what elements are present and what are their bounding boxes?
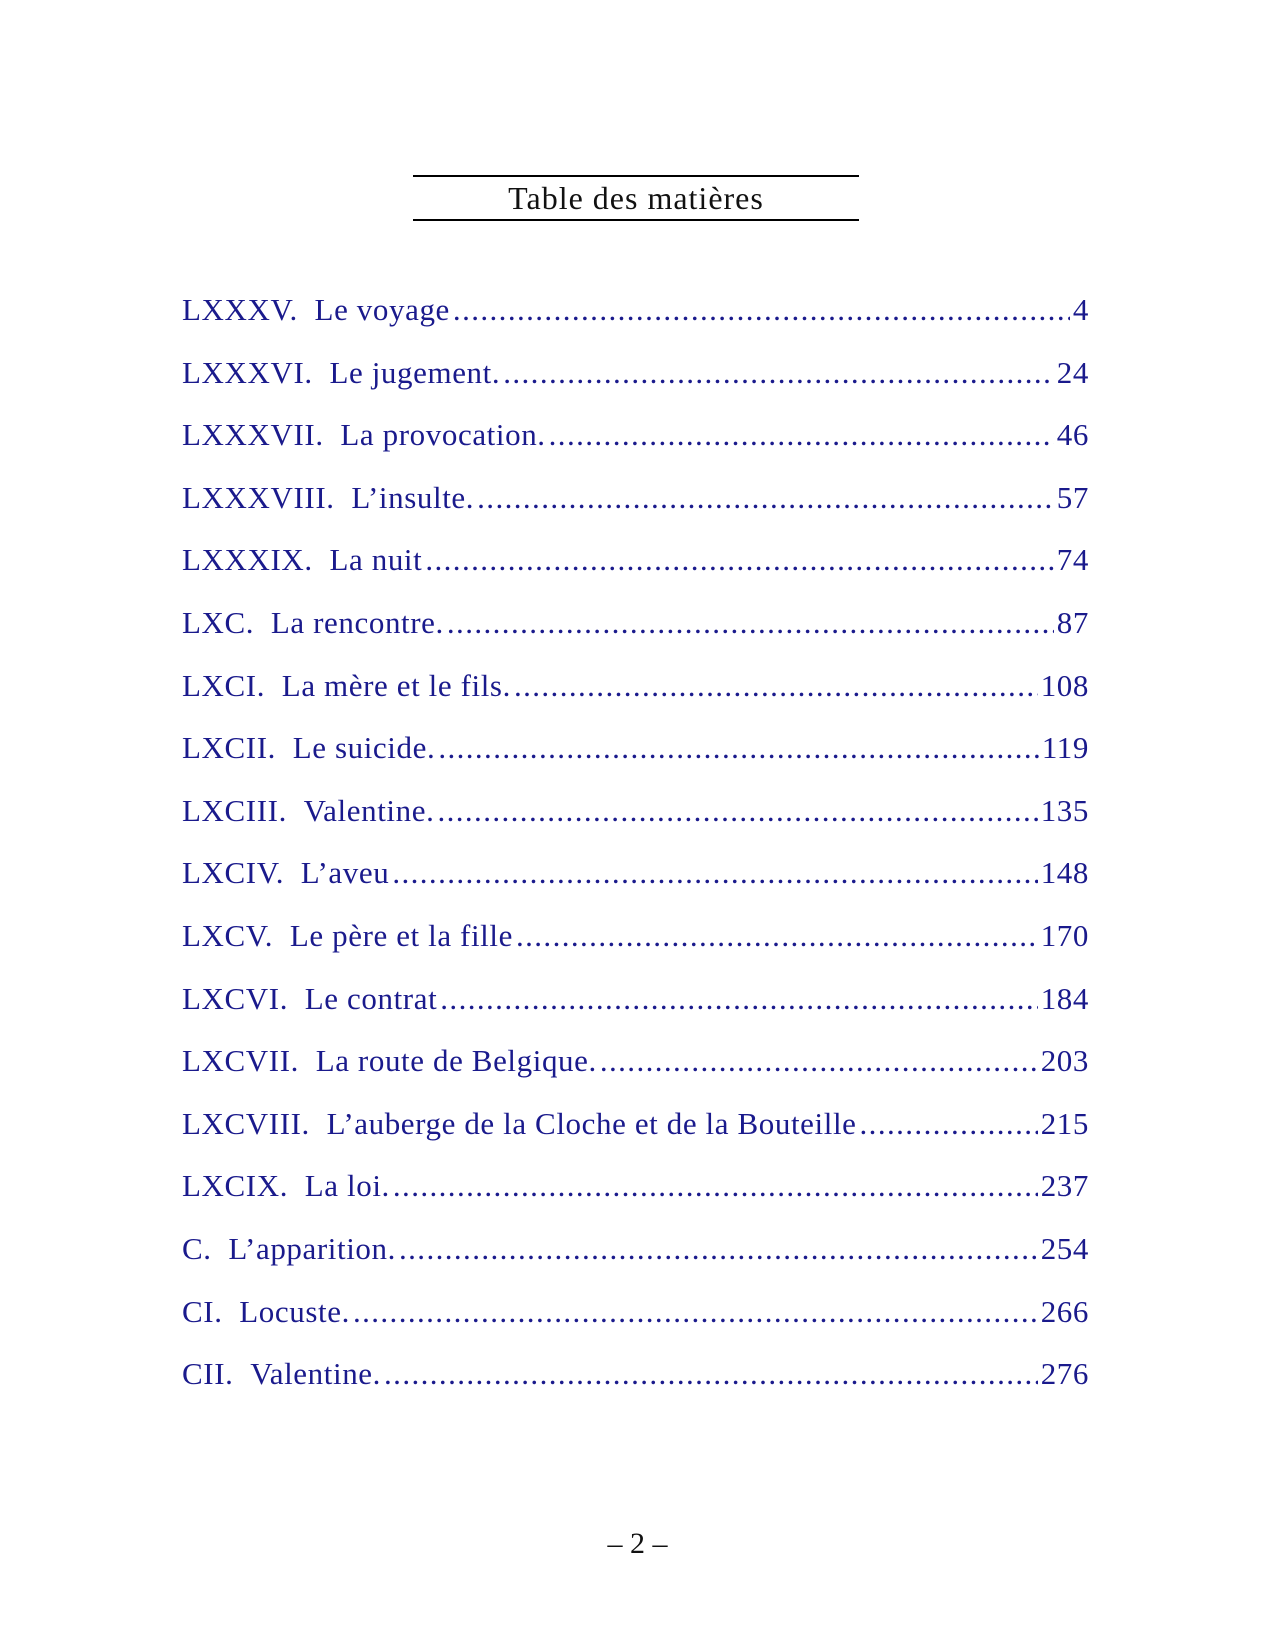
toc-entry-page[interactable]: 203 — [1040, 1043, 1089, 1079]
toc-entry-label[interactable] — [182, 1294, 350, 1330]
toc-entry-numeral: LXCI. — [182, 667, 266, 703]
toc-entry-title: Le suicide. — [292, 730, 436, 766]
toc-entry[interactable] — [182, 1231, 1089, 1294]
toc-dot-leader — [437, 793, 1037, 829]
toc-entry-label[interactable] — [182, 730, 435, 766]
toc-entry-page[interactable]: 87 — [1056, 604, 1089, 640]
toc-dot-leader — [384, 1356, 1038, 1392]
toc-dot-leader — [503, 355, 1054, 391]
toc-entry-label[interactable] — [182, 855, 389, 891]
toc-entry-page[interactable]: 46 — [1056, 417, 1089, 453]
toc-entry-title: La rencontre. — [270, 604, 444, 640]
toc-entry-numeral: LXC. — [182, 604, 255, 640]
toc-entry-label[interactable] — [182, 981, 437, 1017]
toc-entry-numeral: LXCV. — [182, 917, 274, 953]
toc-entry-label[interactable] — [182, 480, 474, 516]
toc-entry[interactable] — [182, 355, 1089, 418]
toc-entry[interactable] — [182, 793, 1089, 856]
toc-entry-title: Le père et la fille — [289, 917, 513, 953]
toc-entry-numeral: LXCVIII. — [182, 1105, 310, 1141]
toc-dot-leader — [353, 1294, 1038, 1330]
toc-dot-leader — [514, 668, 1038, 704]
toc-entry-numeral: LXCIX. — [182, 1168, 289, 1204]
toc-entry-numeral: LXCIV. — [182, 855, 285, 891]
toc-entry[interactable] — [182, 605, 1089, 668]
toc-entry-title: Valentine. — [250, 1356, 382, 1392]
toc-entry-title: Locuste. — [239, 1293, 350, 1329]
toc-entry-title: La provocation. — [340, 417, 546, 453]
toc-dot-leader — [392, 855, 1037, 891]
toc-entry[interactable] — [182, 417, 1089, 480]
toc-entry-page[interactable]: 184 — [1040, 980, 1089, 1016]
toc-dot-leader — [393, 1168, 1038, 1204]
toc-entry-numeral: LXXXV. — [182, 292, 298, 327]
toc-entry[interactable] — [182, 1106, 1089, 1169]
toc-entry[interactable] — [182, 1043, 1089, 1106]
toc-entry-numeral: LXXXVII. — [182, 417, 324, 453]
toc-entry[interactable] — [182, 668, 1089, 731]
toc-entry[interactable] — [182, 981, 1089, 1044]
toc-entry[interactable] — [182, 480, 1089, 543]
toc-dot-leader — [438, 730, 1039, 766]
toc-entry[interactable] — [182, 730, 1089, 793]
toc-entry[interactable] — [182, 918, 1089, 981]
toc-entry-numeral: LXXXVI. — [182, 354, 313, 390]
toc-entry-page[interactable]: 148 — [1040, 855, 1089, 891]
toc-entry-title: L’auberge de la Cloche et de la Bouteille — [326, 1105, 857, 1141]
toc-entry-title: La route de Belgique. — [315, 1043, 597, 1079]
toc-entry-page[interactable]: 237 — [1040, 1168, 1089, 1204]
toc-entry-title: L’insulte. — [351, 479, 475, 515]
toc-entry-label[interactable] — [182, 542, 422, 578]
toc-entry-label[interactable] — [182, 1356, 381, 1392]
toc-entry-label[interactable] — [182, 1106, 857, 1142]
toc-entry-numeral: CII. — [182, 1356, 234, 1392]
toc-dot-leader — [860, 1106, 1038, 1142]
toc-entry-label[interactable] — [182, 1043, 597, 1079]
toc-entry[interactable] — [182, 542, 1089, 605]
toc-entry-numeral: C. — [182, 1230, 212, 1266]
toc-entry-page[interactable]: 57 — [1056, 479, 1089, 515]
toc-title-box — [413, 175, 859, 221]
toc-entry-label[interactable] — [182, 1168, 390, 1204]
toc-entry[interactable] — [182, 855, 1089, 918]
toc-entry-label[interactable] — [182, 355, 500, 391]
toc-entry-label[interactable] — [182, 605, 444, 641]
toc-dot-leader — [600, 1043, 1038, 1079]
toc-entry-numeral: CI. — [182, 1293, 223, 1329]
toc-entry-numeral: LXCIII. — [182, 792, 287, 828]
toc-entry-page[interactable]: 266 — [1040, 1293, 1089, 1329]
toc-entry-title: Valentine. — [303, 792, 435, 828]
toc-entry-title: Le voyage — [314, 292, 450, 327]
toc-entry[interactable] — [182, 1356, 1089, 1419]
toc-dot-leader — [425, 542, 1053, 578]
toc-dot-leader — [453, 292, 1070, 328]
toc-entry[interactable] — [182, 1294, 1089, 1357]
toc-entry-page[interactable]: 276 — [1040, 1356, 1089, 1392]
toc-entry-numeral: LXXXVIII. — [182, 479, 335, 515]
toc-entry-label[interactable] — [182, 668, 511, 704]
toc-entry-numeral: LXXXIX. — [182, 542, 313, 578]
toc-entry-title: La nuit — [329, 542, 423, 578]
toc-entry-title: Le contrat — [304, 980, 438, 1016]
toc-entry-page[interactable]: 24 — [1056, 354, 1089, 390]
page-number: – 2 – — [607, 1527, 668, 1560]
toc-entry-page[interactable]: 74 — [1056, 542, 1089, 578]
toc-entry-numeral: LXCVI. — [182, 980, 289, 1016]
toc-dot-leader — [440, 981, 1037, 1017]
table-of-contents — [182, 292, 1089, 1419]
toc-dot-leader — [399, 1231, 1038, 1267]
page-title: Table des matières — [508, 180, 764, 216]
toc-entry-numeral: LXCVII. — [182, 1043, 299, 1079]
toc-dot-leader — [447, 605, 1054, 641]
toc-entry-label[interactable] — [182, 417, 546, 453]
toc-entry-page[interactable]: 4 — [1072, 292, 1089, 327]
toc-entry-label[interactable] — [182, 292, 450, 328]
toc-entry-label[interactable] — [182, 1231, 396, 1267]
toc-dot-leader — [477, 480, 1054, 516]
toc-entry-title: La loi. — [304, 1168, 390, 1204]
toc-dot-leader — [549, 417, 1054, 453]
toc-entry-page[interactable]: 135 — [1040, 792, 1089, 828]
toc-entry-title: Le jugement. — [329, 354, 501, 390]
toc-entry-label[interactable] — [182, 918, 513, 954]
toc-dot-leader — [516, 918, 1038, 954]
toc-entry-page[interactable]: 119 — [1041, 730, 1089, 766]
toc-entry[interactable] — [182, 292, 1089, 355]
toc-entry-page[interactable]: 254 — [1040, 1230, 1089, 1266]
toc-entry-title: La mère et le fils. — [281, 667, 511, 703]
toc-entry-page[interactable]: 215 — [1040, 1105, 1089, 1141]
toc-entry[interactable] — [182, 1168, 1089, 1231]
toc-entry-title: L’apparition. — [228, 1230, 396, 1266]
toc-entry-page[interactable]: 108 — [1040, 667, 1089, 703]
toc-entry-title: L’aveu — [300, 855, 390, 891]
toc-entry-numeral: LXCII. — [182, 730, 276, 766]
toc-entry-label[interactable] — [182, 793, 434, 829]
toc-entry-page[interactable]: 170 — [1040, 917, 1089, 953]
